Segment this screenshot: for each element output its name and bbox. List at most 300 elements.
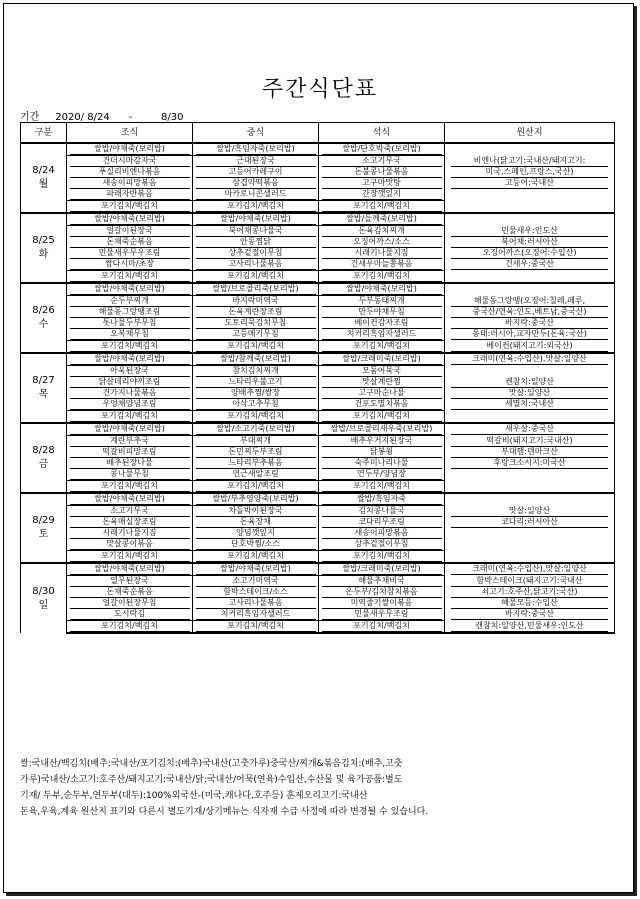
origin-item: 켄참치:일양산 <box>451 377 608 388</box>
dinner-cell <box>319 621 445 634</box>
menu-item: 연근새알조림 <box>196 469 316 480</box>
dinner-cell <box>319 506 445 518</box>
dinner-cell <box>319 307 445 318</box>
menu-item: 포기김치/백김치 <box>70 551 190 562</box>
origin-cell <box>445 167 615 178</box>
lunch-cell <box>193 481 319 494</box>
menu-item: 근대된장국 <box>196 156 316 167</box>
origin-item: 해물모듬:수입산 <box>451 598 608 609</box>
menu-item: 상추겉절이무침 <box>322 539 442 550</box>
lunch-cell <box>193 271 319 284</box>
footer-line: 돈육,우육,계육 원산지 표기와 다른시 별도기재/상기메뉴는 식자재 수급 사정에 따라 변경될 수 있습니다. <box>20 807 429 817</box>
menu-body <box>21 143 615 633</box>
breakfast-cell <box>67 469 193 481</box>
origin-cell <box>445 539 615 551</box>
origin-cell <box>445 563 615 576</box>
dinner-cell <box>319 156 445 168</box>
menu-item: 파래자반볶음 <box>70 189 190 200</box>
menu-item: 돈민찌두부조림 <box>196 447 316 458</box>
menu-item: 포기김치/백김치 <box>196 201 316 212</box>
lunch-cell <box>193 366 319 378</box>
lunch-cell <box>193 493 319 506</box>
breakfast-cell <box>67 493 193 506</box>
menu-item: 고사리나물볶음 <box>196 598 316 609</box>
dinner-cell <box>319 341 445 354</box>
menu-item: 포기김치/백김치 <box>322 481 442 492</box>
day-date: 8/30 <box>32 585 55 597</box>
menu-item: 북어채콩나물국 <box>196 226 316 237</box>
menu-item: 단호박찜/소스 <box>196 539 316 550</box>
breakfast-cell <box>67 201 193 214</box>
dinner-cell <box>319 399 445 411</box>
menu-item: 포기김치/백김치 <box>70 481 190 492</box>
menu-item: 포기김치/백김치 <box>322 271 442 282</box>
menu-item: 돈채죽순볶음 <box>70 237 190 248</box>
menu-item: 돈육김치찌개 <box>322 226 442 237</box>
menu-item: 돈육계란장조림 <box>196 307 316 318</box>
table-row <box>21 587 615 598</box>
menu-item: 쌀밥/참깨죽(보리밥) <box>196 354 316 365</box>
breakfast-cell <box>67 296 193 308</box>
origin-cell <box>445 178 615 189</box>
table-row <box>21 237 615 248</box>
dinner-cell <box>319 447 445 458</box>
menu-item: 포기김치/백김치 <box>322 341 442 352</box>
menu-item: 치커리흑임자샐러드 <box>196 609 316 620</box>
lunch-cell <box>193 201 319 214</box>
menu-item: 쌀밥/야채죽(보리밥) <box>70 144 190 155</box>
dinner-cell <box>319 423 445 436</box>
origin-cell <box>445 621 615 634</box>
origin-item: 비엔나(닭고기:국내산/돼지고기: <box>451 156 608 167</box>
breakfast-cell <box>67 563 193 576</box>
menu-item: 포기김치/백김치 <box>70 201 190 212</box>
breakfast-cell <box>67 237 193 248</box>
menu-table <box>20 122 615 634</box>
menu-item: 상추겉절이무침 <box>196 248 316 259</box>
menu-item: 두부동태찌개 <box>322 296 442 307</box>
breakfast-cell <box>67 318 193 329</box>
origin-cell <box>445 587 615 598</box>
menu-item: 포기김치/백김치 <box>70 271 190 282</box>
dinner-cell <box>319 318 445 329</box>
table-row <box>21 447 615 458</box>
table-row <box>21 517 615 528</box>
breakfast-cell <box>67 189 193 201</box>
breakfast-cell <box>67 539 193 551</box>
menu-item: 닭봉윙 <box>322 447 442 458</box>
menu-item: 쌀밥/야채죽(보리밥) <box>70 564 190 575</box>
dinner-cell <box>319 259 445 271</box>
origin-cell <box>445 598 615 609</box>
day-cell <box>21 353 67 423</box>
breakfast-cell <box>67 341 193 354</box>
header-dinner: 석식 <box>319 123 445 144</box>
menu-item: 쌀밥/야채죽(보리밥) <box>196 564 316 575</box>
day-weekday: 토 <box>38 529 49 540</box>
period-label: 기간 <box>20 112 40 123</box>
menu-item: 고등메기무침 <box>196 329 316 340</box>
menu-item: 쌀밥/야채죽(보리밥) <box>322 284 442 295</box>
table-row <box>21 329 615 341</box>
dinner-cell <box>319 283 445 296</box>
origin-cell <box>445 329 615 341</box>
breakfast-cell <box>67 458 193 469</box>
dinner-cell <box>319 469 445 481</box>
lunch-cell <box>193 388 319 399</box>
origin-item: 베이컨(돼지고기:외국산) <box>451 341 608 352</box>
lunch-cell <box>193 226 319 238</box>
origin-cell <box>445 353 615 366</box>
menu-item: 치커리흑임자샐러드 <box>322 329 442 340</box>
day-date: 8/27 <box>32 375 55 386</box>
menu-item: 포기김치/백김치 <box>322 551 442 562</box>
menu-item: 온두부/김치참치볶음 <box>322 587 442 598</box>
origin-item: 중국산/연육:인도,베트남,중국산) <box>451 307 608 318</box>
day-date: 8/24 <box>32 165 55 176</box>
lunch-cell <box>193 576 319 588</box>
origin-cell <box>445 436 615 448</box>
dinner-cell <box>319 353 445 366</box>
lunch-cell <box>193 423 319 436</box>
dinner-cell <box>319 411 445 424</box>
breakfast-cell <box>67 226 193 238</box>
breakfast-cell <box>67 576 193 588</box>
lunch-cell <box>193 411 319 424</box>
breakfast-cell <box>67 167 193 178</box>
menu-item: 돈불콩나물볶음 <box>322 167 442 178</box>
menu-item: 우엉채양념조림 <box>70 399 190 410</box>
period-line <box>20 108 183 123</box>
day-weekday: 목 <box>38 389 49 400</box>
dinner-cell <box>319 167 445 178</box>
lunch-cell <box>193 248 319 259</box>
table-row <box>21 436 615 448</box>
menu-item: 새송이피망볶음 <box>70 178 190 189</box>
dinner-cell <box>319 271 445 284</box>
menu-item: 새송이피망볶음 <box>322 528 442 539</box>
menu-item: 오징어까스/소스 <box>322 237 442 248</box>
menu-item: 돈육매실장조림 <box>70 517 190 528</box>
menu-item: 안동찜닭 <box>196 237 316 248</box>
menu-item: 김치콩나물국 <box>322 506 442 517</box>
menu-item: 오복채무침 <box>70 329 190 340</box>
menu-item: 느타리우불고기 <box>196 377 316 388</box>
menu-item: 쌀밥/부추영양죽(보리밥) <box>196 494 316 505</box>
table-row <box>21 399 615 411</box>
menu-item: 소고기미역국 <box>196 576 316 587</box>
day-cell <box>21 213 67 283</box>
origin-item: 민물새우:인도산 <box>451 226 608 237</box>
table-row <box>21 178 615 189</box>
header-origin: 원산지 <box>445 123 615 144</box>
dinner-cell <box>319 563 445 576</box>
table-row <box>21 189 615 201</box>
origin-cell <box>445 609 615 621</box>
table-row <box>21 411 615 424</box>
page-title: 주간식단표 <box>261 77 379 102</box>
breakfast-cell <box>67 447 193 458</box>
menu-item: 돈채죽순볶음 <box>70 587 190 598</box>
menu-item: 쌀밥/소고기죽(보리밥) <box>196 424 316 435</box>
table-row <box>21 458 615 469</box>
lunch-cell <box>193 156 319 168</box>
origin-cell <box>445 201 615 214</box>
menu-item: 미역줄기쌀이볶음 <box>322 598 442 609</box>
origin-cell <box>445 307 615 318</box>
table-row <box>21 423 615 436</box>
breakfast-cell <box>67 388 193 399</box>
breakfast-cell <box>67 481 193 494</box>
origin-cell <box>445 283 615 296</box>
lunch-cell <box>193 189 319 201</box>
breakfast-cell <box>67 156 193 168</box>
header-category: 구분 <box>21 123 67 144</box>
breakfast-cell <box>67 366 193 378</box>
origin-item: 크래미(연육:수입산),맛살:일양산 <box>451 354 608 365</box>
origin-cell <box>445 377 615 388</box>
footer-line: 기재/ 두부,순두부,연두부(대두):100%외국산-(미국,캐나다,호주등) 훈제오리고기:국내산 <box>20 791 368 801</box>
origin-item: 쇠고기:호주산,닭고기:국산) <box>451 587 608 598</box>
header-breakfast: 조식 <box>67 123 193 144</box>
menu-item: 포기김치/백김치 <box>70 621 190 632</box>
table-row <box>21 353 615 366</box>
lunch-cell <box>193 259 319 271</box>
day-weekday: 화 <box>38 249 49 260</box>
menu-item: 쌀밥/크래미죽(보리밥) <box>322 564 442 575</box>
menu-item: 함박스테이크/소스 <box>196 587 316 598</box>
dinner-cell <box>319 576 445 588</box>
menu-item: 얼갈이된장국 <box>70 226 190 237</box>
menu-item: 포기김치/백김치 <box>196 341 316 352</box>
dinner-cell <box>319 189 445 201</box>
menu-item: 쌀밥/야채죽(보리밥) <box>70 214 190 225</box>
menu-item: 고구마맛탕 <box>322 178 442 189</box>
origin-cell <box>445 259 615 271</box>
table-row <box>21 563 615 576</box>
dinner-cell <box>319 551 445 564</box>
origin-item: 함박스테이크(돼지고기:국내산 <box>451 576 608 587</box>
menu-item: 베이컨감자조림 <box>322 318 442 329</box>
day-cell <box>21 283 67 353</box>
origin-item: 캔참치:일양산,민물새우:인도산 <box>451 621 608 632</box>
menu-item: 쌀밥/들깨죽(보리밥) <box>322 214 442 225</box>
lunch-cell <box>193 587 319 598</box>
day-cell <box>21 143 67 213</box>
menu-item: 고등어카레구이 <box>196 167 316 178</box>
origin-item: 맛살:일양산 <box>451 388 608 399</box>
menu-item: 고구마순나물 <box>322 388 442 399</box>
menu-item: 포기김치/백김치 <box>196 271 316 282</box>
menu-item: 맛살콩이볶음 <box>70 539 190 550</box>
day-weekday: 월 <box>38 179 49 190</box>
breakfast-cell <box>67 213 193 226</box>
dinner-cell <box>319 609 445 621</box>
menu-item: 시래기나물지짐 <box>322 248 442 259</box>
menu-item: 맛살계란찜 <box>322 377 442 388</box>
breakfast-cell <box>67 329 193 341</box>
breakfast-cell <box>67 609 193 621</box>
period-end: 8/30 <box>160 112 184 123</box>
menu-item: 부대찌개 <box>196 436 316 447</box>
table-row <box>21 377 615 388</box>
menu-item: 차돌박이된장국 <box>196 506 316 517</box>
origin-item: 바지락:중국산 <box>451 318 608 329</box>
table-row <box>21 283 615 296</box>
table-row <box>21 366 615 378</box>
lunch-cell <box>193 353 319 366</box>
menu-item: 건포도멸치볶음 <box>322 399 442 410</box>
dinner-cell <box>319 178 445 189</box>
dinner-cell <box>319 296 445 308</box>
origin-item: 부대햄:덴마크산 <box>451 447 608 458</box>
origin-cell <box>445 237 615 248</box>
menu-item: 고사리나물볶음 <box>196 259 316 270</box>
dinner-cell <box>319 539 445 551</box>
dinner-cell <box>319 237 445 248</box>
menu-item: 소고기무국 <box>322 156 442 167</box>
origin-item: 오징어까스(오징어:수입산) <box>451 248 608 259</box>
origin-cell <box>445 226 615 238</box>
menu-item: 배추된장나물 <box>70 458 190 469</box>
lunch-cell <box>193 167 319 178</box>
dinner-cell <box>319 366 445 378</box>
dinner-cell <box>319 517 445 528</box>
origin-cell <box>445 528 615 539</box>
menu-item: 건가지나물볶음 <box>70 388 190 399</box>
origin-item: 맛살:일양산 <box>451 506 608 517</box>
menu-item: 소고기무국 <box>70 506 190 517</box>
origin-cell <box>445 506 615 518</box>
origin-cell <box>445 318 615 329</box>
lunch-cell <box>193 458 319 469</box>
breakfast-cell <box>67 621 193 634</box>
menu-item: 닭살데리야끼조림 <box>70 377 190 388</box>
menu-item: 민물새우무우조림 <box>70 248 190 259</box>
lunch-cell <box>193 307 319 318</box>
menu-item: 삼겹약떡볶음 <box>196 178 316 189</box>
origin-cell <box>445 399 615 411</box>
table-row <box>21 143 615 156</box>
lunch-cell <box>193 563 319 576</box>
origin-cell <box>445 517 615 528</box>
breakfast-cell <box>67 377 193 388</box>
table-row <box>21 341 615 354</box>
lunch-cell <box>193 213 319 226</box>
table-row <box>21 598 615 609</box>
breakfast-cell <box>67 399 193 411</box>
breakfast-cell <box>67 307 193 318</box>
table-row <box>21 481 615 494</box>
breakfast-cell <box>67 423 193 436</box>
table-row <box>21 576 615 588</box>
lunch-cell <box>193 517 319 528</box>
breakfast-cell <box>67 143 193 156</box>
origin-cell <box>445 366 615 378</box>
breakfast-cell <box>67 248 193 259</box>
origin-cell <box>445 296 615 308</box>
menu-item: 순두부찌개 <box>70 296 190 307</box>
breakfast-cell <box>67 411 193 424</box>
day-date: 8/26 <box>32 305 55 316</box>
menu-item: 민물새우무조림 <box>322 609 442 620</box>
menu-item: 쌀밥/야채죽(보리밥) <box>70 354 190 365</box>
period-start: 2020/ 8/24 <box>55 112 110 123</box>
menu-item: 쌀밥/브로콜리죽(보리밥) <box>196 284 316 295</box>
menu-item: 양배추찜/쌈장 <box>196 388 316 399</box>
menu-item: 도토리묵김치무침 <box>196 318 316 329</box>
menu-item: 간장깻잎지 <box>322 189 442 200</box>
menu-item: 쌈다시마/초장 <box>70 259 190 270</box>
dinner-cell <box>319 388 445 399</box>
dinner-cell <box>319 587 445 598</box>
table-row <box>21 388 615 399</box>
breakfast-cell <box>67 178 193 189</box>
table-row <box>21 307 615 318</box>
menu-item: 콩나물무침 <box>70 469 190 480</box>
period-sep: - <box>128 112 133 123</box>
origin-item: 해물동그랑땡(오징어:칠레,페루, <box>451 296 608 307</box>
menu-item: 포기김치/백김치 <box>322 621 442 632</box>
origin-cell <box>445 388 615 399</box>
origin-cell <box>445 143 615 156</box>
menu-item: 해물추채비국 <box>322 576 442 587</box>
menu-item: 배추우거지된장국 <box>322 436 442 447</box>
day-cell <box>21 493 67 563</box>
menu-item: 쌀밥/브로콜리새우죽(보리밥) <box>322 424 442 435</box>
dinner-cell <box>319 481 445 494</box>
lunch-cell <box>193 296 319 308</box>
menu-item: 포기김치/백김치 <box>322 201 442 212</box>
origin-item: 세멸치:국내산 <box>451 399 608 410</box>
menu-item: 참치김치찌개 <box>196 366 316 377</box>
origin-item: 떡갈비(돼지고기:국내산) <box>451 436 608 447</box>
breakfast-cell <box>67 587 193 598</box>
breakfast-cell <box>67 598 193 609</box>
dinner-cell <box>319 528 445 539</box>
origin-cell <box>445 493 615 506</box>
menu-item: 계란부추국 <box>70 436 190 447</box>
menu-item: 코다리무조림 <box>322 517 442 528</box>
menu-item: 포기김치/백김치 <box>70 341 190 352</box>
breakfast-cell <box>67 551 193 564</box>
menu-item: 포기김치/백김치 <box>196 481 316 492</box>
menu-item: 숙주미나리나물 <box>322 458 442 469</box>
origin-item: 미국,스페인,프랑스,국산) <box>451 167 608 178</box>
origin-item: 고등어:국내산 <box>451 178 608 189</box>
lunch-cell <box>193 283 319 296</box>
lunch-cell <box>193 143 319 156</box>
table-row <box>21 539 615 551</box>
dinner-cell <box>319 143 445 156</box>
origin-cell <box>445 576 615 588</box>
day-date: 8/25 <box>32 235 55 246</box>
lunch-cell <box>193 551 319 564</box>
menu-item: 쌀밥/크래미죽(보리밥) <box>322 354 442 365</box>
origin-cell <box>445 213 615 226</box>
day-date: 8/29 <box>32 515 55 526</box>
table-row <box>21 506 615 518</box>
menu-item: 건새우마늘쫑볶음 <box>322 259 442 270</box>
origin-cell <box>445 189 615 201</box>
table-row <box>21 271 615 284</box>
lunch-cell <box>193 178 319 189</box>
breakfast-cell <box>67 517 193 528</box>
breakfast-cell <box>67 271 193 284</box>
lunch-cell <box>193 469 319 481</box>
menu-item: 얼갈이된장무침 <box>70 598 190 609</box>
lunch-cell <box>193 329 319 341</box>
